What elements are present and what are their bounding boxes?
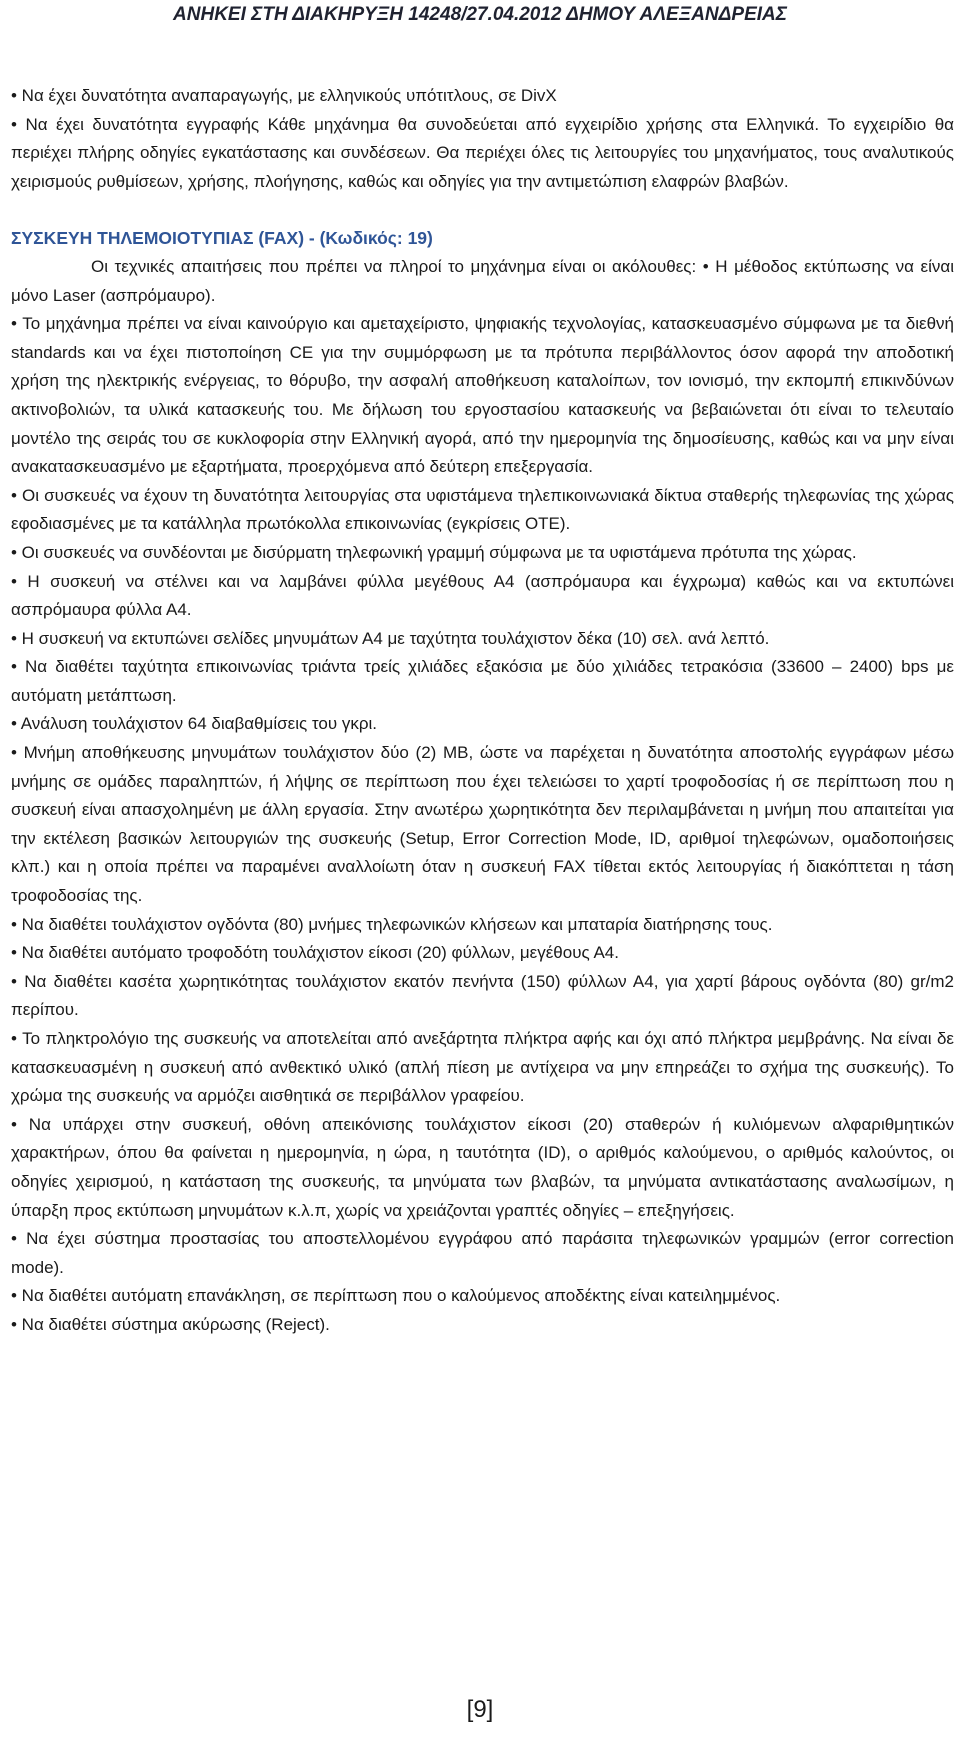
spec-bullet-grayscale: • Ανάλυση τουλάχιστον 64 διαβαθμίσεις του γκρι. (11, 714, 378, 734)
bullet-manual: • Να έχει δυνατότητα εγγραφής Κάθε μηχάνημα θα συνοδεύεται από εγχειρίδιο χρήσης στα Ελληνικά. Το εγχειρίδιο θα περιέχει πλήρης οδηγίες εγκατάστασης και συνδέσεων. Θα περιέχει όλες τις λειτουργίες του μηχανήματος, τους αναλυτικούς χειρισμούς ρυθμίσεων, χρήσης, πλοήγησης, καθώς και οδηγίες για την αντιμετώπιση ελαφρών βλαβών. (11, 114, 954, 191)
spec-bullet-redial: • Να διαθέτει αυτόματη επανάκληση, σε περίπτωση που ο καλούμενος αποδέκτης είναι κατειλημμένος. (11, 1286, 781, 1306)
spec-bullet-cassette: • Να διαθέτει κασέτα χωρητικότητας τουλάχιστον εκατόν πενήντα (150) φύλλων Α4, για χαρτί βάρους ογδόντα (80) gr/m2 περίπου. (11, 971, 954, 1020)
spec-bullet-comm-speed: • Να διαθέτει ταχύτητα επικοινωνίας τριάντα τρείς χιλιάδες εξακόσια με δύο χιλιάδες τετρακόσια (33600 – 2400) bps με αυτόματη μετάπτωση. (11, 657, 954, 705)
spec-bullet-display: • Να υπάρχει στην συσκευή, οθόνη απεικόνισης τουλάχιστον είκοσι (20) σταθερών ή κυλιόμενων αλφαριθμητικών χαρακτήρων, όπου θα φαίνεται η ημερομηνία, η ώρα, η ταυτότητα (ID), ο αριθμός καλούμενου, ο αριθμός καλούντος, οι οδηγίες χειρισμού, η κατάσταση της συσκευής, τα μηνύματα των βλαβών, τα μηνύματα αντικατάστασης αναλωσίμων, η ύπαρξη προς εκτύπωση μηνυμάτων κ.λ.π, χωρίς να χρειάζονται γραπτές οδηγίες – επεξηγήσεις. (11, 1114, 954, 1220)
spec-bullet-print-speed: • Η συσκευή να εκτυπώνει σελίδες μηνυμάτων Α4 με ταχύτητα τουλάχιστον δέκα (10) σελ. ανά λεπτό. (11, 628, 770, 648)
spec-bullet-network: • Οι συσκευές να έχουν τη δυνατότητα λειτουργίας στα υφιστάμενα τηλεπικοινωνιακά δίκτυα σταθερής τηλεφωνίας της χώρας εφοδιασμένες με τα κατάλληλα πρωτόκολλα επικοινωνίας (εγκρίσεις ΟΤΕ). (11, 485, 954, 534)
bullet-divx: • Να έχει δυνατότητα αναπαραγωγής, με ελληνικούς υπότιτλους, σε DivX (11, 86, 557, 105)
spec-bullet-a4: • Η συσκευή να στέλνει και να λαμβάνει φύλλα μεγέθους Α4 (ασπρόμαυρα και έγχρωμα) καθώς και να εκτυπώνει ασπρόμαυρα φύλλα Α4. (11, 571, 954, 620)
document-body (11, 82, 954, 1340)
section-title: ΣΥΣΚΕΥΗ ΤΗΛΕΜΟΙΟΤΥΠΙΑΣ (FAX) - (Κωδικός: 19) (11, 228, 433, 249)
spec-bullet-new-device: • Το μηχάνημα πρέπει να είναι καινούργιο και αμεταχείριστο, ψηφιακής τεχνολογίας, κατασκευασμένο σύμφωνα με τα διεθνή standards και να έχει πιστοποίηση CE για την συμμόρφωση με τα πρότυπα περιβάλλοντος όσον αφορά την αποδοτική χρήση της ηλεκτρικής ενέργειας, το θόρυβο, την ασφαλή αποθήκευση καταλοίπων, τον ιονισμό, την εκπομπή επικινδύνων ακτινοβολιών, τα υλικά κατασκευής του. Με δήλωση του εργοστασίου κατασκευής να βεβαιώνεται ότι είναι το τελευταίο μοντέλο της σειράς του σε κυκλοφορία στην Ελληνική αγορά, από την ημερομηνία της δημοσίευσης, καθώς και να μην είναι ανακατασκευασμένο με εξαρτήματα, προερχόμενα από δεύτερη επεξεργασία. (11, 314, 954, 477)
page-header: ΑΝΗΚΕΙ ΣΤΗ ΔΙΑΚΗΡΥΞΗ 14248/27.04.2012 ΔΗΜΟΥ ΑΛΕΞΑΝΔΡΕΙΑΣ (173, 4, 787, 25)
spec-bullet-keyboard: • Το πληκτρολόγιο της συσκευής να αποτελείται από ανεξάρτητα πλήκτρα αφής και όχι από πλήκτρα μεμβράνης. Να είναι δε κατασκευασμένη η συσκευή από ανθεκτικό υλικό (απλή πίεση με αντίχειρα να μην επηρεάζει το σχήμα της συσκευής). Το χρώμα της συσκευής να αρμόζει αισθητικά σε περιβάλλον γραφείου. (11, 1029, 954, 1106)
section-lead: Οι τεχνικές απαιτήσεις που πρέπει να πληροί το μηχάνημα είναι οι ακόλουθες: • Η μέθοδος εκτύπωσης να είναι μόνο Laser (ασπρόμαυρο). (11, 256, 954, 305)
spec-bullet-line: • Οι συσκευές να συνδέονται με δισύρματη τηλεφωνική γραμμή σύμφωνα με τα υφιστάμενα πρότυπα της χώρας. (11, 542, 857, 562)
spec-bullet-feeder: • Να διαθέτει αυτόματο τροφοδότη τουλάχιστον είκοσι (20) φύλλων, μεγέθους Α4. (11, 943, 619, 963)
spec-bullet-reject: • Να διαθέτει σύστημα ακύρωσης (Reject). (11, 1314, 330, 1334)
spec-bullet-ecm: • Να έχει σύστημα προστασίας του αποστελλομένου εγγράφου από παράσιτα τηλεφωνικών γραμμών (error correction mode). (11, 1229, 954, 1277)
spec-bullet-speed-dial: • Να διαθέτει τουλάχιστον ογδόντα (80) μνήμες τηλεφωνικών κλήσεων και μπαταρία διατήρησης τους. (11, 914, 773, 934)
page-number: [9] (466, 1696, 494, 1723)
spec-bullet-memory: • Μνήμη αποθήκευσης μηνυμάτων τουλάχιστον δύο (2) MB, ώστε να παρέχεται η δυνατότητα αποστολής εγγράφων μέσω μνήμης σε ομάδες παραληπτών, ή λήψης σε περίπτωση που έχει τελειώσει το χαρτί τροφοδοσίας ή σε περίπτωση που η συσκευή είναι απασχολημένη με άλλη εργασία. Στην ανωτέρω χωρητικότητα δεν περιλαμβάνεται η μνήμη που απαιτείται για την εκτέλεση βασικών λειτουργιών της συσκευής (Setup, Error Correction Mode, ID, αριθμοί τηλεφώνων, ομαδοποιήσεις κλπ.) και η οποία πρέπει να παραμένει αναλλοίωτη όταν η συσκευή FAX τίθεται εκτός λειτουργίας ή διακόπτεται η τάση τροφοδοσίας της. (11, 743, 954, 906)
